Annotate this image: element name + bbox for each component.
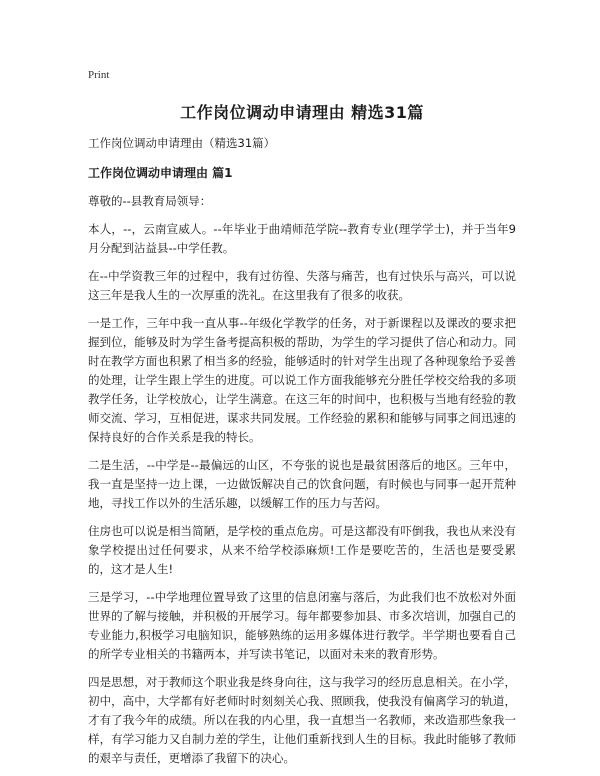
body-paragraph: 住房也可以说是相当简陋，是学校的重点危房。可是这都没有吓倒我，我也从来没有象学校提出过任何要求，从来不给学校添麻烦!工作是要吃苦的，生活也是要受累的，这才是人生! <box>88 524 516 576</box>
body-paragraph: 二是生活，--中学是--最偏远的山区，不夸张的说也是最贫困落后的地区。三年中，我一直是坚持一边上课，一边做饭解决自己的饮食问题，有时候也与同事一起开荒种地，寻找工作以外的生活乐趣，以缓解工作的压力与苦闷。 <box>88 458 516 510</box>
salutation-paragraph: 尊敬的--县教育局领导： <box>88 194 212 208</box>
document-subtitle: 工作岗位调动申请理由（精选31篇） <box>88 136 276 150</box>
print-label: Print <box>88 69 110 81</box>
document-title: 工作岗位调动申请理由 精选31篇 <box>180 103 424 122</box>
body-paragraph: 本人，--，云南宣威人。--年毕业于曲靖师范学院--教育专业(理学学士)，并于当年9月分配到沾益县--中学任教。 <box>88 222 516 255</box>
body-paragraph: 一是工作，三年中我一直从事--年级化学教学的任务，对于新课程以及课改的要求把握到位，能够及时为学生备考提高积极的帮助，为学生的学习提供了信心和动力。同时在教学方面也积累了相当多的经验，能够适时的针对学生出现了各种现象给予妥善的处理，让学生跟上学生的进度。可以说工作方面我能够充分胜任学校交给我的多项教学任务，让学校放心，让学生满意。在这三年的时间中，也积极与当地有经验的教师交流、学习，互相促进，谋求共同发展。工作经验的累积和能够与同事之间迅速的保持良好的合作关系是我的特长。 <box>88 316 516 444</box>
body-paragraph: 在--中学资教三年的过程中，我有过彷徨、失落与痛苦，也有过快乐与高兴，可以说这三年是我人生的一次厚重的洗礼。在这里我有了很多的收获。 <box>88 269 516 302</box>
body-paragraph: 四是思想，对于教师这个职业我是终身向往，这与我学习的经历息息相关。在小学，初中，高中，大学都有好老师时时刻刻关心我、照顾我，使我没有偏离学习的轨道，才有了我今年的成绩。所以在我的内心里，我一直想当一名教师，来改造那些象我一样，有学习能力又自制力差的学生，让他们重新找到人生的目标。我此时能够了教师的艰辛与责任，更增添了我留下的决心。 <box>88 675 516 765</box>
body-paragraph: 三是学习，--中学地理位置导致了这里的信息闭塞与落后，为此我们也不放松对外面世界的了解与接触，并积极的开展学习。每年都要参加县、市多次培训，加强自己的专业能力,积极学习电脑知识，能够熟练的运用多媒体进行教学。半学期也要看自己的所学专业相关的书籍两本，并写读书笔记，以面对未来的教育形势。 <box>88 590 516 661</box>
section-heading: 工作岗位调动申请理由 篇1 <box>88 166 233 180</box>
